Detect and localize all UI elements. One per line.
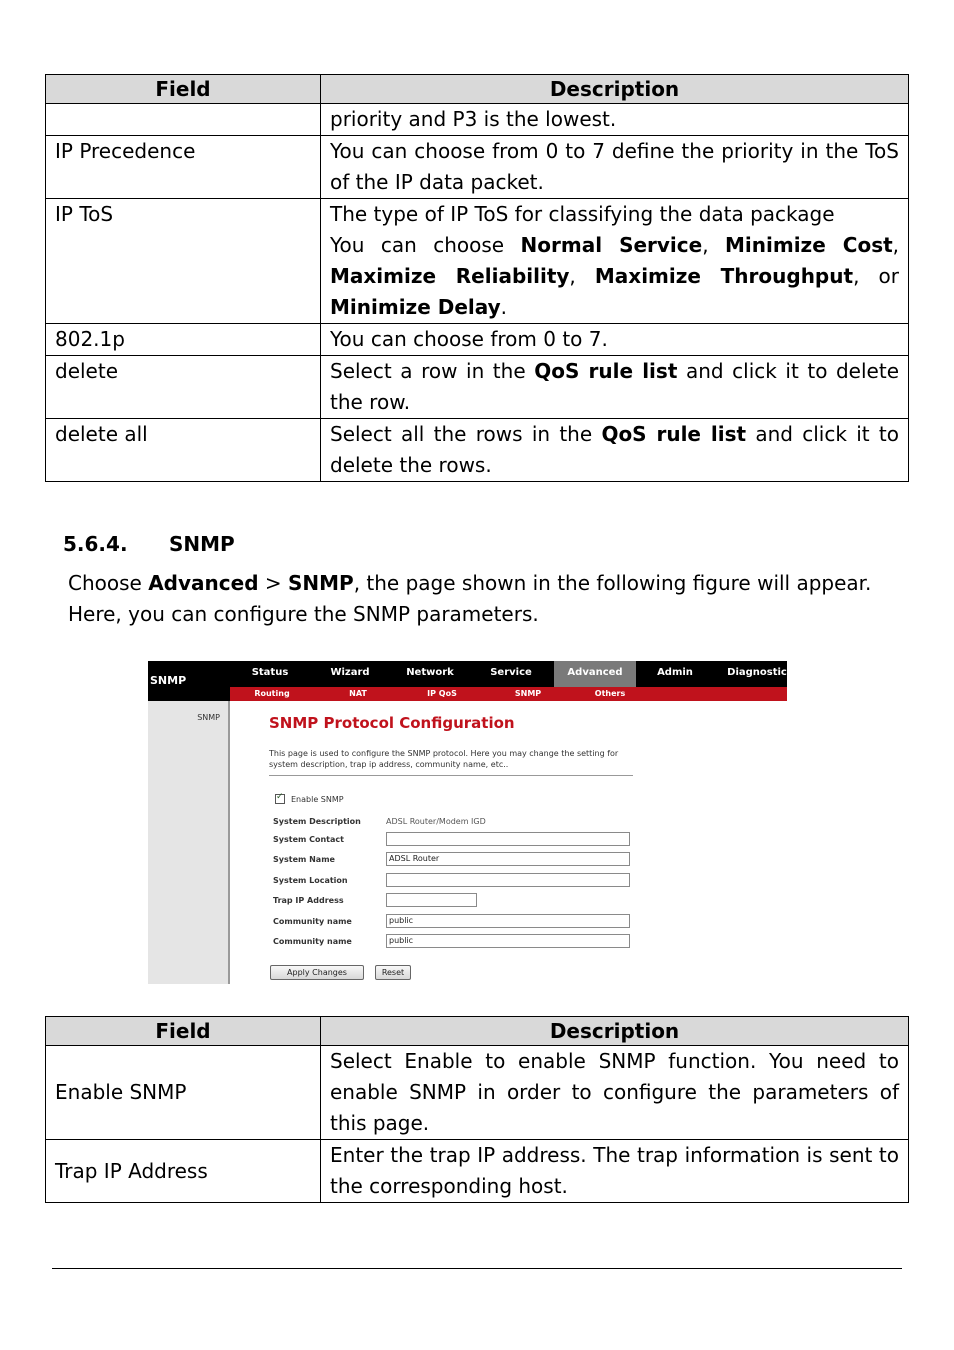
header-description: Description bbox=[321, 75, 909, 104]
subtab-routing[interactable]: Routing bbox=[254, 689, 290, 698]
system-description-value: ADSL Router/Modem IGD bbox=[386, 817, 486, 826]
field-cell: Trap IP Address bbox=[46, 1140, 321, 1203]
table-row bbox=[46, 356, 909, 419]
subtab-others[interactable]: Others bbox=[594, 689, 626, 698]
qos-rule-list-ref: QoS rule list bbox=[534, 359, 678, 383]
option-minimize-cost: Minimize Cost bbox=[725, 233, 893, 257]
footer-divider bbox=[52, 1268, 902, 1269]
system-location-input[interactable] bbox=[386, 873, 630, 887]
snmp-field-table bbox=[45, 1016, 909, 1203]
section-heading bbox=[63, 532, 235, 556]
table-row bbox=[46, 419, 909, 482]
system-name-input[interactable]: ADSL Router bbox=[386, 852, 630, 866]
description-text: You can choose bbox=[330, 233, 521, 257]
section-number: 5.6.4. bbox=[63, 532, 128, 556]
subtab-snmp[interactable]: SNMP bbox=[514, 689, 542, 698]
menu-advanced-ref: Advanced bbox=[148, 571, 259, 595]
apply-changes-button[interactable]: Apply Changes bbox=[270, 965, 364, 980]
description-cell bbox=[321, 419, 909, 482]
field-cell bbox=[46, 104, 321, 136]
field-cell: 802.1p bbox=[46, 324, 321, 356]
brand-bar bbox=[148, 687, 230, 701]
option-minimize-delay: Minimize Delay bbox=[330, 295, 501, 319]
tab-diagnostic[interactable]: Diagnostic bbox=[727, 667, 787, 678]
page-description: This page is used to configure the SNMP protocol. Here you may change the setting for system description, trap ip address, community name, etc.. bbox=[269, 749, 619, 769]
header-description: Description bbox=[321, 1017, 909, 1046]
header-field: Field bbox=[46, 75, 321, 104]
tab-service[interactable]: Service bbox=[490, 667, 532, 678]
description-cell: You can choose from 0 to 7 define the priority in the ToS of the IP data packet. bbox=[321, 136, 909, 199]
reset-button[interactable]: Reset bbox=[375, 965, 411, 980]
menu-snmp-ref: SNMP bbox=[288, 571, 354, 595]
enable-snmp-label: Enable SNMP bbox=[291, 794, 344, 804]
page-brand: SNMP bbox=[150, 674, 187, 687]
trap-ip-input[interactable] bbox=[386, 893, 477, 907]
community-name-input[interactable]: public bbox=[386, 914, 630, 928]
qos-rule-list-ref: QoS rule list bbox=[601, 422, 747, 446]
system-contact-input[interactable] bbox=[386, 832, 630, 846]
intro-text: Choose bbox=[68, 571, 149, 595]
description-text: Select a row in the bbox=[330, 359, 535, 383]
system-description-label: System Description bbox=[273, 817, 361, 826]
sidebar-item-snmp[interactable]: SNMP bbox=[197, 713, 220, 722]
field-cell: IP Precedence bbox=[46, 136, 321, 199]
header-field: Field bbox=[46, 1017, 321, 1046]
description-cell: priority and P3 is the lowest. bbox=[321, 104, 909, 136]
subtab-ip-qos[interactable]: IP QoS bbox=[427, 689, 457, 698]
description-cell: Enter the trap IP address. The trap information is sent to the corresponding host. bbox=[321, 1140, 909, 1203]
description-cell: Select Enable to enable SNMP function. You need to enable SNMP in order to configure the parameters of this page. bbox=[321, 1046, 909, 1140]
field-cell: delete bbox=[46, 356, 321, 419]
trap-ip-label: Trap IP Address bbox=[273, 896, 344, 905]
router-screenshot bbox=[148, 661, 787, 984]
tab-status[interactable]: Status bbox=[251, 667, 289, 678]
enable-snmp-row bbox=[275, 794, 344, 804]
tab-advanced[interactable]: Advanced bbox=[554, 661, 636, 687]
qos-field-table bbox=[45, 74, 909, 482]
option-normal-service: Normal Service bbox=[520, 233, 703, 257]
divider bbox=[269, 775, 633, 776]
description-text: and click it to delete the rows. bbox=[330, 422, 899, 477]
table-header-row bbox=[46, 75, 909, 104]
field-cell: IP ToS bbox=[46, 199, 321, 324]
table-row bbox=[46, 1046, 909, 1140]
tab-wizard[interactable]: Wizard bbox=[330, 667, 370, 678]
tab-network[interactable]: Network bbox=[406, 667, 454, 678]
page-title: SNMP Protocol Configuration bbox=[269, 714, 515, 732]
field-cell: delete all bbox=[46, 419, 321, 482]
table-row bbox=[46, 324, 909, 356]
table-header-row bbox=[46, 1017, 909, 1046]
tab-admin[interactable]: Admin bbox=[657, 667, 693, 678]
description-cell bbox=[321, 199, 909, 324]
system-contact-label: System Contact bbox=[273, 835, 344, 844]
enable-snmp-checkbox[interactable] bbox=[275, 794, 285, 804]
option-maximize-reliability: Maximize Reliability bbox=[330, 264, 570, 288]
description-text: and click it to delete the row. bbox=[330, 359, 899, 414]
description-cell bbox=[321, 356, 909, 419]
description-text: , bbox=[569, 264, 595, 288]
table-row bbox=[46, 104, 909, 136]
table-row bbox=[46, 1140, 909, 1203]
description-text: , bbox=[892, 233, 900, 257]
description-text: , bbox=[702, 233, 725, 257]
field-cell: Enable SNMP bbox=[46, 1046, 321, 1140]
description-line: The type of IP ToS for classifying the data package bbox=[330, 202, 835, 226]
description-text: , or bbox=[853, 264, 899, 288]
intro-text: , the page shown in the following figure will appear. Here, you can configure the SNMP parameters. bbox=[68, 571, 872, 626]
community-name-label: Community name bbox=[273, 917, 352, 926]
subtab-nat[interactable]: NAT bbox=[349, 689, 367, 698]
table-row bbox=[46, 136, 909, 199]
option-maximize-throughput: Maximize Throughput bbox=[594, 264, 854, 288]
system-location-label: System Location bbox=[273, 876, 348, 885]
system-name-label: System Name bbox=[273, 855, 335, 864]
description-cell: You can choose from 0 to 7. bbox=[321, 324, 909, 356]
intro-text: > bbox=[258, 571, 288, 595]
table-row bbox=[46, 199, 909, 324]
section-title: SNMP bbox=[169, 532, 235, 556]
intro-paragraph bbox=[68, 568, 908, 630]
community-name-label: Community name bbox=[273, 937, 352, 946]
community-name-input[interactable]: public bbox=[386, 934, 630, 948]
description-text: Select all the rows in the bbox=[330, 422, 602, 446]
sidebar bbox=[148, 701, 230, 984]
description-text: . bbox=[500, 295, 508, 319]
